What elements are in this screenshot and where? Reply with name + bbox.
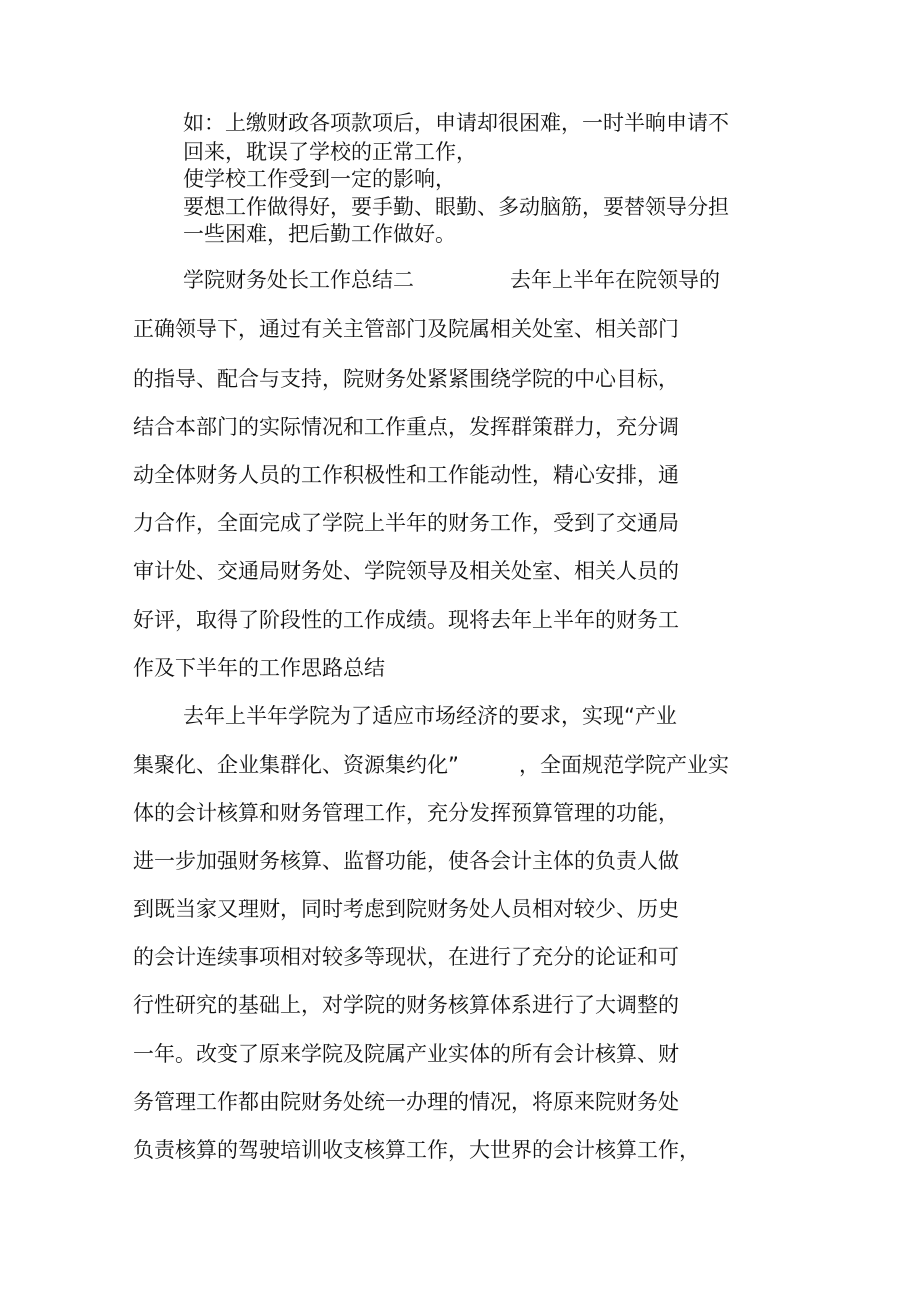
section3-first-line: 去年上半年学院为了适应市场经济的要求，实现“产业 [183,704,677,728]
section3-line-6: 一年。改变了原来学院及院属产业实体的所有会计核算、财 [133,1042,679,1066]
intro-line-2: 回来，耽误了学校的正常工作， [183,140,477,164]
section2-title: 学院财务处长工作总结二 [183,268,414,292]
section3-line-3: 到既当家又理财，同时考虑到院财务处人员相对较少、历史 [133,897,679,921]
section2-line-7: 好评，取得了阶段性的工作成绩。现将去年上半年的财务工 [133,608,679,632]
section2-line-1: 正确领导下，通过有关主管部门及院属相关处室、相关部门 [133,317,679,341]
intro-line-3: 使学校工作受到一定的影响， [183,167,456,191]
section2-line-6: 审计处、交通局财务处、学院领导及相关处室、相关人员的 [133,559,679,583]
section3-second-line-b: ，全面规范学院产业实 [519,753,729,777]
section3-second-line-a: 集聚化、企业集群化、资源集约化” [133,753,459,777]
section3-line-1: 体的会计核算和财务管理工作，充分发挥预算管理的功能， [133,801,679,825]
section2-line-4: 动全体财务人员的工作积极性和工作能动性，精心安排，通 [133,463,679,487]
section2-first-line-rest: 去年上半年在院领导的 [510,268,720,292]
intro-line-4: 要想工作做得好，要手勤、眼勤、多动脑筋，要替领导分担 [183,195,729,219]
intro-line-1: 如：上缴财政各项款项后，申请却很困难，一时半晌申请不 [183,111,729,135]
section3-line-2: 进一步加强财务核算、监督功能，使各会计主体的负责人做 [133,849,679,873]
section2-line-8: 作及下半年的工作思路总结 [133,656,385,680]
intro-line-5: 一些困难，把后勤工作做好。 [183,222,456,246]
section3-line-7: 务管理工作都由院财务处统一办理的情况，将原来院财务处 [133,1090,679,1114]
section3-line-8: 负责核算的驾驶培训收支核算工作，大世界的会计核算工作， [133,1138,700,1162]
section2-line-5: 力合作，全面完成了学院上半年的财务工作，受到了交通局 [133,511,679,535]
section3-line-4: 的会计连续事项相对较多等现状，在进行了充分的论证和可 [133,945,679,969]
section3-line-5: 行性研究的基础上，对学院的财务核算体系进行了大调整的 [133,993,679,1017]
section2-line-3: 结合本部门的实际情况和工作重点，发挥群策群力，充分调 [133,415,679,439]
section2-line-2: 的指导、配合与支持，院财务处紧紧围绕学院的中心目标， [133,367,679,391]
